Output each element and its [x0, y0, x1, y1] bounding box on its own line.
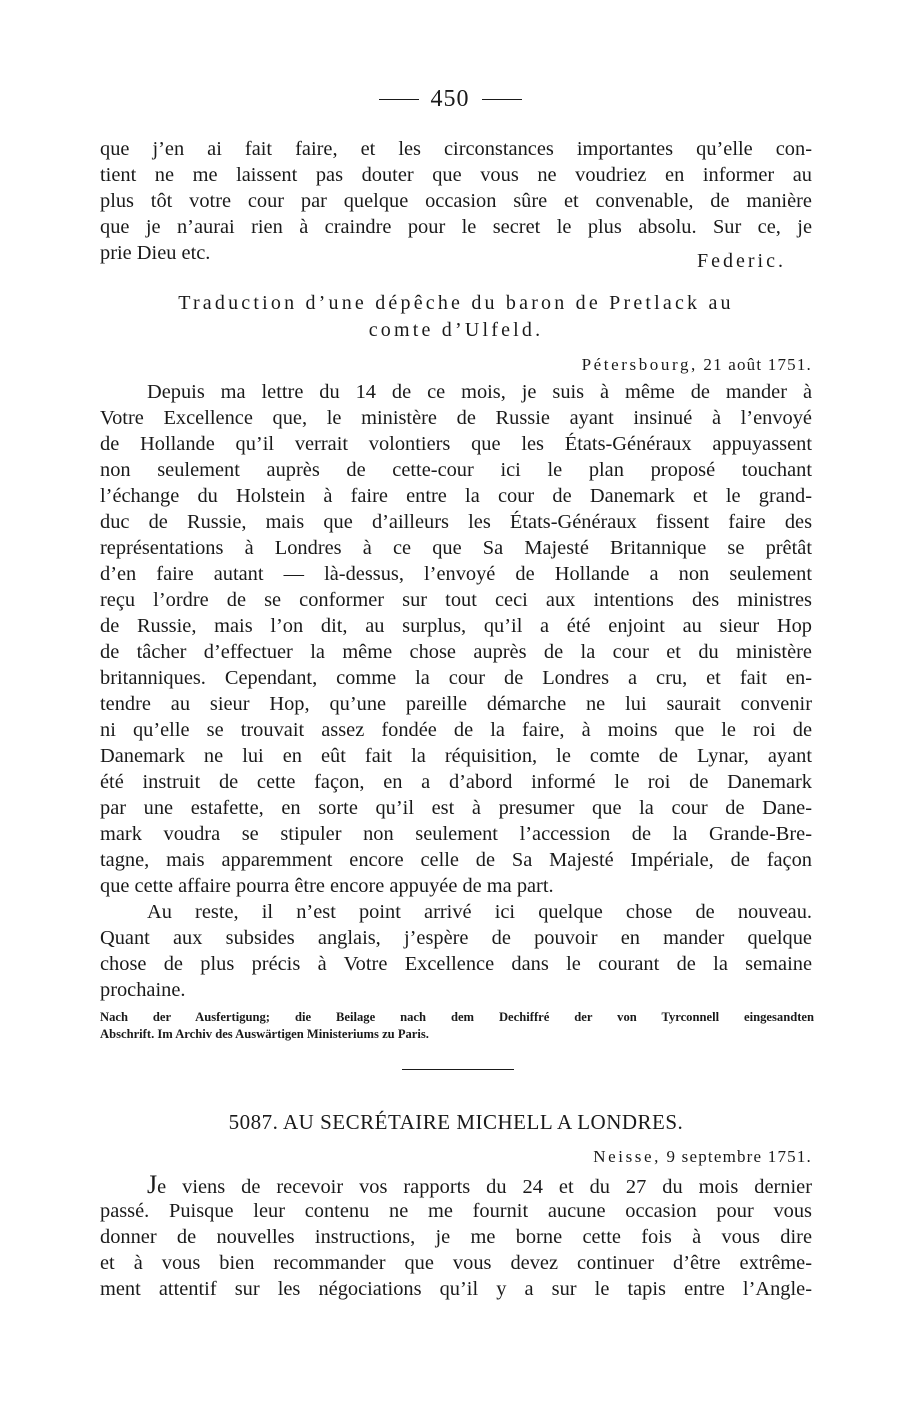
- text-line: tagne, mais apparemment encore celle de Sa Majesté Impériale, de façon: [100, 849, 812, 871]
- text-line: été instruit de cette façon, en a d’abord informé le roi de Danemark: [100, 771, 812, 793]
- text-line: Quant aux subsides anglais, j’espère de pouvoir en mander quelque: [100, 927, 812, 949]
- translation-heading-line2: comte d’Ulfeld.: [368, 319, 544, 341]
- page-header: [0, 86, 900, 113]
- letter-heading: [100, 1108, 812, 1136]
- text-line: mark voudra se stipuler non seulement l’accession de la Grande-Bre-: [100, 823, 812, 845]
- text-line: prochaine.: [100, 979, 186, 1001]
- text-line: que j’en ai fait faire, et les circonstances importantes qu’elle con-: [100, 138, 812, 160]
- text-line: d’en faire autant — là-dessus, l’envoyé de Hollande a non seulement: [100, 563, 812, 585]
- source-note-line: Nach der Ausfertigung; die Beilage nach dem Dechiffré der von Tyrconnell eingesandten: [100, 1010, 814, 1024]
- section-divider: [402, 1069, 514, 1070]
- translation-heading: [100, 290, 812, 344]
- translation-date-place: Pétersbourg,: [581, 355, 698, 374]
- text-line: Depuis ma lettre du 14 de ce mois, je suis à même de mander à: [147, 381, 812, 403]
- text-line: non seulement auprès de cette-cour ici le plan proposé touchant: [100, 459, 812, 481]
- text-line: Danemark ne lui en eût fait la réquisition, le comte de Lynar, ayant: [100, 745, 812, 767]
- source-note-line: Abschrift. Im Archiv des Auswärtigen Ministeriums zu Paris.: [100, 1027, 429, 1041]
- header-dash-right: [482, 99, 522, 100]
- text-line: tendre au sieur Hop, qu’une pareille démarche ne lui saurait convenir: [100, 693, 812, 715]
- first-line-text: e viens de recevoir vos rapports du 24 et du 27 du mois dernier: [157, 1176, 812, 1198]
- letter-number: 5087.: [228, 1110, 279, 1134]
- text-line: que cette affaire pourra être encore appuyée de ma part.: [100, 875, 554, 897]
- text-line: de tâcher d’effectuer la même chose auprès de la cour et du ministère: [100, 641, 812, 663]
- translation-paragraph-2: [100, 899, 812, 1003]
- translation-paragraph-1: [100, 379, 812, 899]
- translation-dateline: [582, 354, 812, 376]
- continuation-paragraph: [100, 136, 812, 266]
- text-line: de Russie, mais l’on dit, au surplus, qu’il a été enjoint au sieur Hop: [100, 615, 812, 637]
- header-dash-left: [379, 99, 419, 100]
- text-line: Au reste, il n’est point arrivé ici quelque chose de nouveau.: [147, 901, 812, 923]
- text-line: passé. Puisque leur contenu ne me fournit aucune occasion pour vous: [100, 1200, 812, 1222]
- text-line: donner de nouvelles instructions, je me borne cette fois à vous dire: [100, 1226, 812, 1248]
- text-line: l’échange du Holstein à faire entre la cour de Danemark et le grand-: [100, 485, 812, 507]
- text-line: Votre Excellence que, le ministère de Russie ayant insinué à l’envoyé: [100, 407, 812, 429]
- letter-date-place: Neisse,: [593, 1147, 662, 1166]
- text-line: et à vous bien recommander que vous devez continuer d’être extrême-: [100, 1252, 812, 1274]
- translation-heading-line1: Traduction d’une dépêche du baron de Pretlack au: [178, 292, 734, 314]
- text-line: chose de plus précis à Votre Excellence dans le courant de la semaine: [100, 953, 812, 975]
- text-line: de Hollande qu’il verrait volontiers que les États-Généraux appuyassent: [100, 433, 812, 455]
- letter-title: AU SECRÉTAIRE MICHELL A LONDRES.: [283, 1110, 684, 1134]
- text-line: [100, 1172, 812, 1198]
- letter-paragraph: [100, 1172, 812, 1302]
- drop-cap: J: [147, 1170, 158, 1199]
- page-number: 450: [430, 86, 470, 112]
- text-line: que je n’aurai rien à craindre pour le secret le plus absolu. Sur ce, je: [100, 216, 812, 238]
- text-line: plus tôt votre cour par quelque occasion sûre et convenable, de manière: [100, 190, 812, 212]
- text-line: ment attentif sur les négociations qu’il y a sur le tapis entre l’Angle-: [100, 1278, 812, 1300]
- text-line: par une estafette, en sorte qu’il est à presumer que la cour de Dane-: [100, 797, 812, 819]
- letter-date: 9 septembre 1751.: [666, 1147, 812, 1166]
- signature: Federic.: [697, 250, 786, 272]
- translation-date: 21 août 1751.: [703, 355, 812, 374]
- text-line: reçu l’ordre de se conformer sur tout ceci aux intentions des ministres: [100, 589, 812, 611]
- text-line: duc de Russie, mais que d’ailleurs les États-Généraux fissent faire des: [100, 511, 812, 533]
- text-line: prie Dieu etc.: [100, 242, 211, 264]
- letter-dateline: [593, 1146, 812, 1168]
- source-note: [100, 1009, 814, 1043]
- text-line: représentations à Londres à ce que Sa Majesté Britannique se prêtât: [100, 537, 812, 559]
- text-line: tient ne me laissent pas douter que vous ne voudriez en informer au: [100, 164, 812, 186]
- text-line: britanniques. Cependant, comme la cour de Londres a cru, et fait en-: [100, 667, 812, 689]
- text-line: ni qu’elle se trouvait assez fondée de la faire, à moins que le roi de: [100, 719, 812, 741]
